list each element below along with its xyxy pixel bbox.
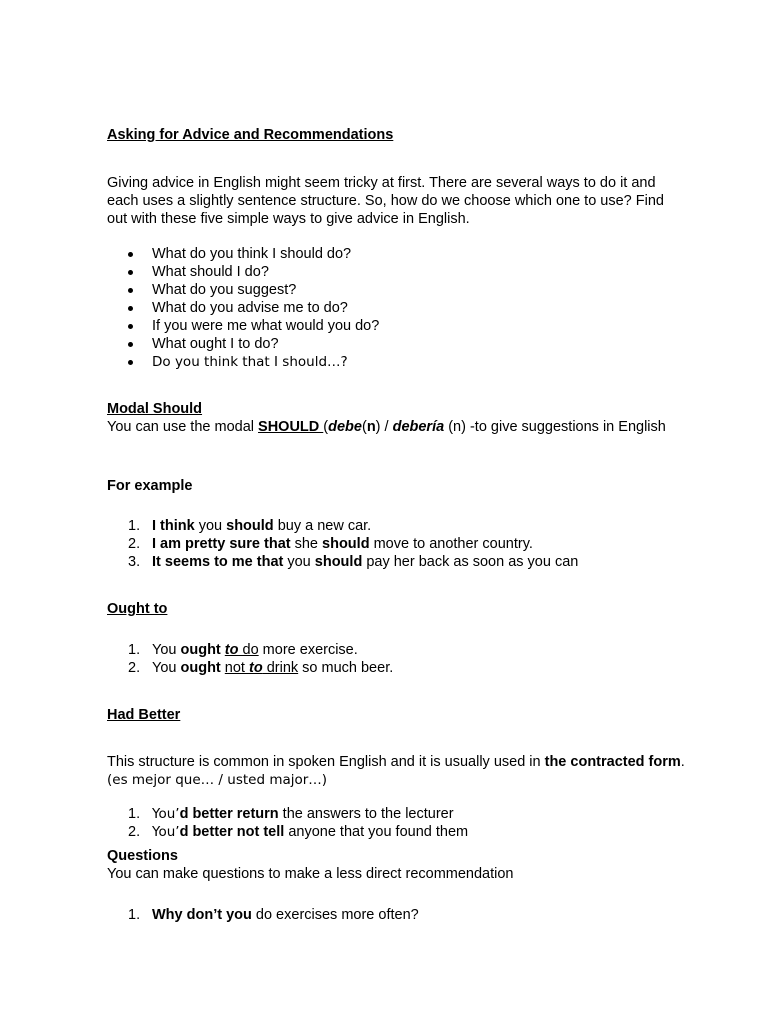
section-heading-for-example: For example <box>107 478 193 494</box>
had-better-list <box>107 805 687 841</box>
list-item: What do you suggest? <box>107 281 687 299</box>
section-heading-modal-should: Modal Should <box>107 401 203 417</box>
list-item: 1. Why don’t you do exercises more often? <box>128 907 419 923</box>
intro-paragraph: Giving advice in English might seem tricky at first. There are several ways to do it and each uses a slightly sentence structure. So, how do we choose which one to use? Find out with these five simple ways to give advice in English. <box>107 175 664 227</box>
modal-should-paragraph: You can use the modal SHOULD (debe(n) / debería (n) -to give suggestions in English <box>107 419 666 435</box>
list-item: 2. You ought not to drink so much beer. <box>128 660 394 676</box>
list-item: What should I do? <box>107 263 687 281</box>
bullet-icon <box>128 306 133 311</box>
example-list <box>107 517 687 571</box>
list-item: 1. You’d better return the answers to the lecturer <box>128 806 454 822</box>
bullet-icon <box>128 342 133 347</box>
list-item: What do you advise me to do? <box>107 299 687 317</box>
section-heading-had-better: Had Better <box>107 707 181 723</box>
list-item: 1. I think you should buy a new car. <box>128 518 372 534</box>
bullet-icon <box>128 252 133 257</box>
list-item: 2. I am pretty sure that she should move to another country. <box>128 536 533 552</box>
bullet-icon <box>128 270 133 275</box>
ought-to-list <box>107 641 687 677</box>
bullet-icon <box>128 324 133 329</box>
bullet-icon <box>128 288 133 293</box>
list-item: What do you think I should do? <box>107 245 687 263</box>
list-item: If you were me what would you do? <box>107 317 687 335</box>
document-title: Asking for Advice and Recommendations <box>107 127 394 143</box>
list-item: 2. You’d better not tell anyone that you found them <box>128 824 469 840</box>
section-heading-ought-to: Ought to <box>107 601 168 617</box>
list-item: 3. It seems to me that you should pay her back as soon as you can <box>128 554 579 570</box>
had-better-paragraph: This structure is common in spoken English and it is usually used in the contracted form. (es mejor que… / usted major…) <box>107 754 685 788</box>
questions-list <box>107 906 687 924</box>
list-item: 1. You ought to do more exercise. <box>128 642 358 658</box>
list-item: Do you think that I should…? <box>107 353 687 371</box>
section-heading-questions: Questions <box>107 848 178 864</box>
bullet-icon <box>128 360 133 365</box>
advice-questions-list <box>107 245 687 371</box>
questions-paragraph: You can make questions to make a less direct recommendation <box>107 866 514 882</box>
list-item: What ought I to do? <box>107 335 687 353</box>
